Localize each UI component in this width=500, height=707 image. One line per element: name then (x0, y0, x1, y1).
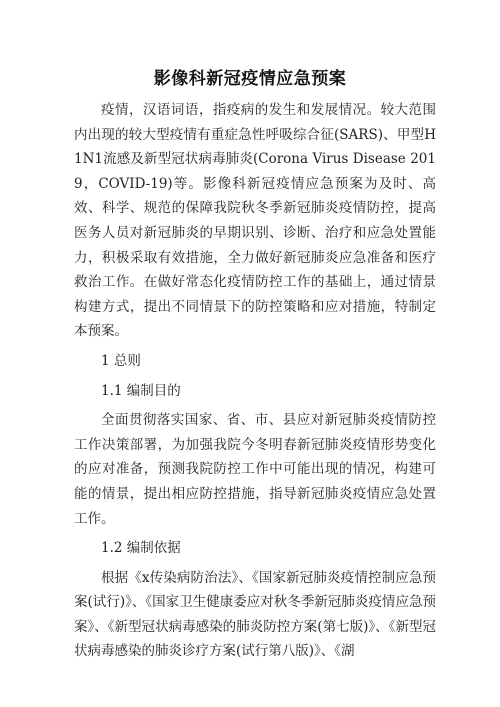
intro-paragraph: 疫情，汉语词语，指疫病的发生和发展情况。较大范围内出现的较大型疫情有重症急性呼吸综合征(SARS)、甲型H1N1流感及新型冠状病毒肺炎(Corona Virus Disease 2019，COVID-19)等。影像科新冠疫情应急预案为及时、高效、科学、规范的保障我院秋冬季新冠肺炎疫情防控，提高医务人员对新冠肺炎的早期识别、诊断、治疗和应急处置能力，积极采取有效措施，全力做好新冠肺炎应急准备和医疗救治工作。在做好常态化疫情防控工作的基础上，通过情景构建方式，提出不同情景下的防控策略和应对措施，特制定本预案。 (74, 102, 436, 340)
purpose-paragraph: 全面贯彻落实国家、省、市、县应对新冠肺炎疫情防控工作决策部署，为加强我院今冬明春新冠肺炎疫情形势变化的应对准备，预测我院防控工作中可能出现的情况，构建可能的情景，提出相应防控措施，指导新冠肺炎疫情应急处置工作。 (74, 412, 436, 527)
section-heading-general: 1 总则 (101, 352, 141, 369)
section-heading-purpose: 1.1 编制目的 (101, 382, 181, 399)
section-heading-basis: 1.2 编制依据 (101, 540, 181, 557)
basis-paragraph: 根据《x传染病防治法》、《国家新冠肺炎疫情控制应急预案(试行)》、《国家卫生健康委应对秋冬季新冠肺炎疫情应急预案》、《新型冠状病毒感染的肺炎防控方案(第七版)》、《新型冠状病毒感染的肺炎诊疗方案(试行第八版)》、《湖 (74, 569, 436, 660)
document-body (74, 98, 436, 664)
document-title: 影像科新冠疫情应急预案 (153, 69, 347, 89)
